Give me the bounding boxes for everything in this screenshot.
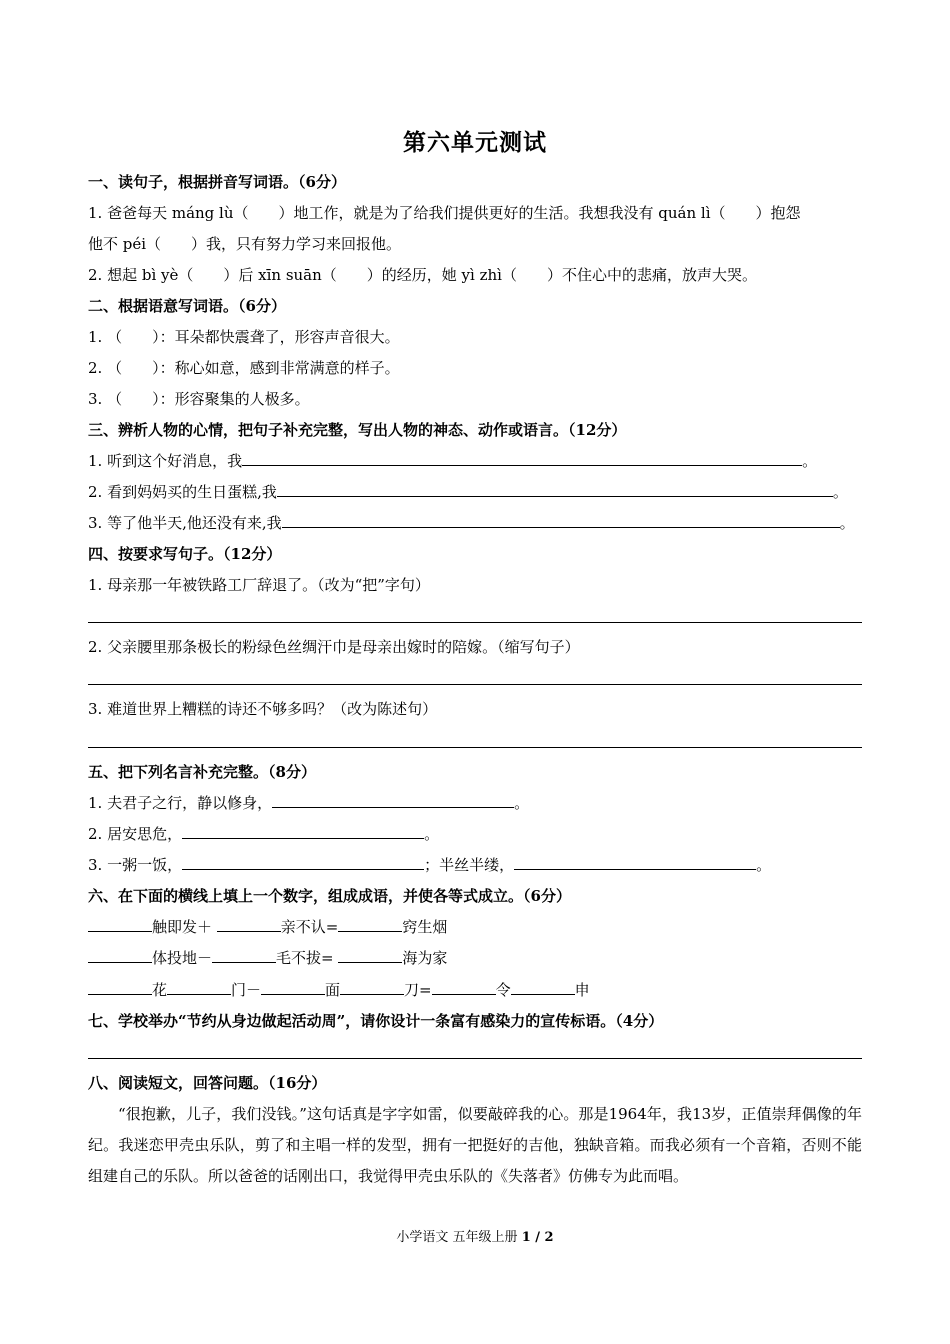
page-number: 1 / 2 (521, 1230, 554, 1245)
question-line: 1. 爸爸每天 máng lù（ ）地工作，就是为了给我们提供更好的生活。我想我没有 quán lì（ ）抱怨 (88, 204, 801, 222)
idiom-row (88, 917, 447, 937)
idiom-text: 亲不认= (280, 918, 339, 936)
idiom-text: 令 (495, 981, 511, 999)
question-line: 3. 难道世界上糟糕的诗还不够多吗？（改为陈述句） (88, 700, 438, 718)
idiom-text: 申 (574, 981, 590, 999)
answer-blank[interactable] (261, 980, 325, 995)
period: 。 (756, 856, 772, 874)
answer-blank[interactable] (432, 980, 496, 995)
answer-blank[interactable] (340, 980, 404, 995)
answer-blank[interactable] (514, 855, 756, 870)
question-line: 2. （ ）：称心如意，感到非常满意的样子。 (88, 359, 400, 377)
answer-blank[interactable] (182, 824, 424, 839)
answer-blank[interactable] (282, 513, 840, 528)
answer-line[interactable] (88, 1058, 862, 1059)
answer-line[interactable] (88, 684, 862, 685)
section-3-heading: 三、辨析人物的心情，把句子补充完整，写出人物的神态、动作或语言。（12分） (88, 421, 627, 439)
answer-blank[interactable] (338, 917, 402, 932)
section-8-heading: 八、阅读短文，回答问题。（16分） (88, 1074, 327, 1092)
footer-text: 小学语文 五年级上册 (396, 1230, 522, 1245)
answer-line[interactable] (88, 622, 862, 623)
reading-passage: “很抱歉，儿子，我们没钱。”这句话真是字字如雷，似要敲碎我的心。那是1964年，我13岁，正值崇拜偶像的年纪。我迷恋甲壳虫乐队，剪了和主唱一样的发型，拥有一把挺好的吉他，独缺音箱。而我必须有一个音箱，否则不能组建自己的乐队。所以爸爸的话刚出口，我觉得甲壳虫乐队的《失落者》仿佛专为此而唱。 (88, 1105, 862, 1185)
question-text: 2. 看到妈妈买的生日蛋糕,我 (88, 483, 277, 501)
idiom-text: 触即发＋ (152, 918, 213, 936)
answer-blank[interactable] (242, 451, 802, 466)
answer-blank[interactable] (277, 482, 833, 497)
answer-blank[interactable] (272, 793, 514, 808)
period: 。 (424, 825, 440, 843)
question-line (88, 824, 439, 844)
period: 。 (832, 483, 848, 501)
period: 。 (839, 514, 855, 532)
idiom-text: 刀= (404, 981, 432, 999)
answer-blank[interactable] (212, 948, 276, 963)
idiom-text: 门－ (231, 981, 262, 999)
period: 。 (514, 794, 530, 812)
page-title: 第六单元测试 (403, 129, 547, 156)
answer-blank[interactable] (88, 980, 152, 995)
idiom-row (88, 980, 590, 1000)
answer-blank[interactable] (182, 855, 424, 870)
answer-blank[interactable] (88, 948, 152, 963)
idiom-row (88, 948, 447, 968)
question-line: 他不 péi（ ）我，只有努力学习来回报他。 (88, 235, 402, 253)
question-line: 2. 想起 bì yè（ ）后 xīn suān（ ）的经历，她 yì zhì（ ）不住心中的悲痛，放声大哭。 (88, 266, 757, 284)
period: 。 (802, 452, 818, 470)
question-line: 1. 母亲那一年被铁路工厂辞退了。（改为“把”字句） (88, 576, 430, 594)
section-1-heading: 一、读句子，根据拼音写词语。（6分） (88, 173, 346, 191)
question-line: 1. （ ）：耳朵都快震聋了，形容声音很大。 (88, 328, 400, 346)
question-text: 1. 听到这个好消息，我 (88, 452, 243, 470)
answer-blank[interactable] (217, 917, 281, 932)
question-line: 3. （ ）：形容聚集的人极多。 (88, 390, 310, 408)
answer-blank[interactable] (511, 980, 575, 995)
question-line (88, 793, 529, 813)
section-4-heading: 四、按要求写句子。（12分） (88, 545, 282, 563)
page-footer (0, 1226, 950, 1245)
question-text: 3. 等了他半天,他还没有来,我 (88, 514, 282, 532)
question-text: 3. 一粥一饭， (88, 856, 183, 874)
answer-blank[interactable] (167, 980, 231, 995)
question-text: 2. 居安思危， (88, 825, 183, 843)
question-line (88, 513, 855, 533)
section-2-heading: 二、根据语意写词语。（6分） (88, 297, 286, 315)
section-6-heading: 六、在下面的横线上填上一个数字，组成成语，并使各等式成立。（6分） (88, 887, 571, 905)
question-line (88, 451, 817, 471)
idiom-text: 毛不拔= (276, 949, 334, 967)
idiom-text: 体投地－ (152, 949, 213, 967)
question-line: 2. 父亲腰里那条极长的粉绿色丝绸汗巾是母亲出嫁时的陪嫁。（缩写句子） (88, 638, 580, 656)
idiom-text: 海为家 (402, 949, 448, 967)
answer-blank[interactable] (88, 917, 152, 932)
question-line (88, 482, 848, 502)
answer-blank[interactable] (338, 948, 402, 963)
idiom-text: 面 (325, 981, 341, 999)
section-5-heading: 五、把下列名言补充完整。（8分） (88, 763, 316, 781)
section-7-heading: 七、学校举办“节约从身边做起活动周”，请你设计一条富有感染力的宣传标语。（4分） (88, 1012, 664, 1030)
idiom-text: 花 (152, 981, 168, 999)
question-text: 1. 夫君子之行，静以修身， (88, 794, 273, 812)
question-text: ；半丝半缕， (424, 856, 515, 874)
answer-line[interactable] (88, 747, 862, 748)
question-line (88, 855, 771, 875)
idiom-text: 窍生烟 (402, 918, 448, 936)
